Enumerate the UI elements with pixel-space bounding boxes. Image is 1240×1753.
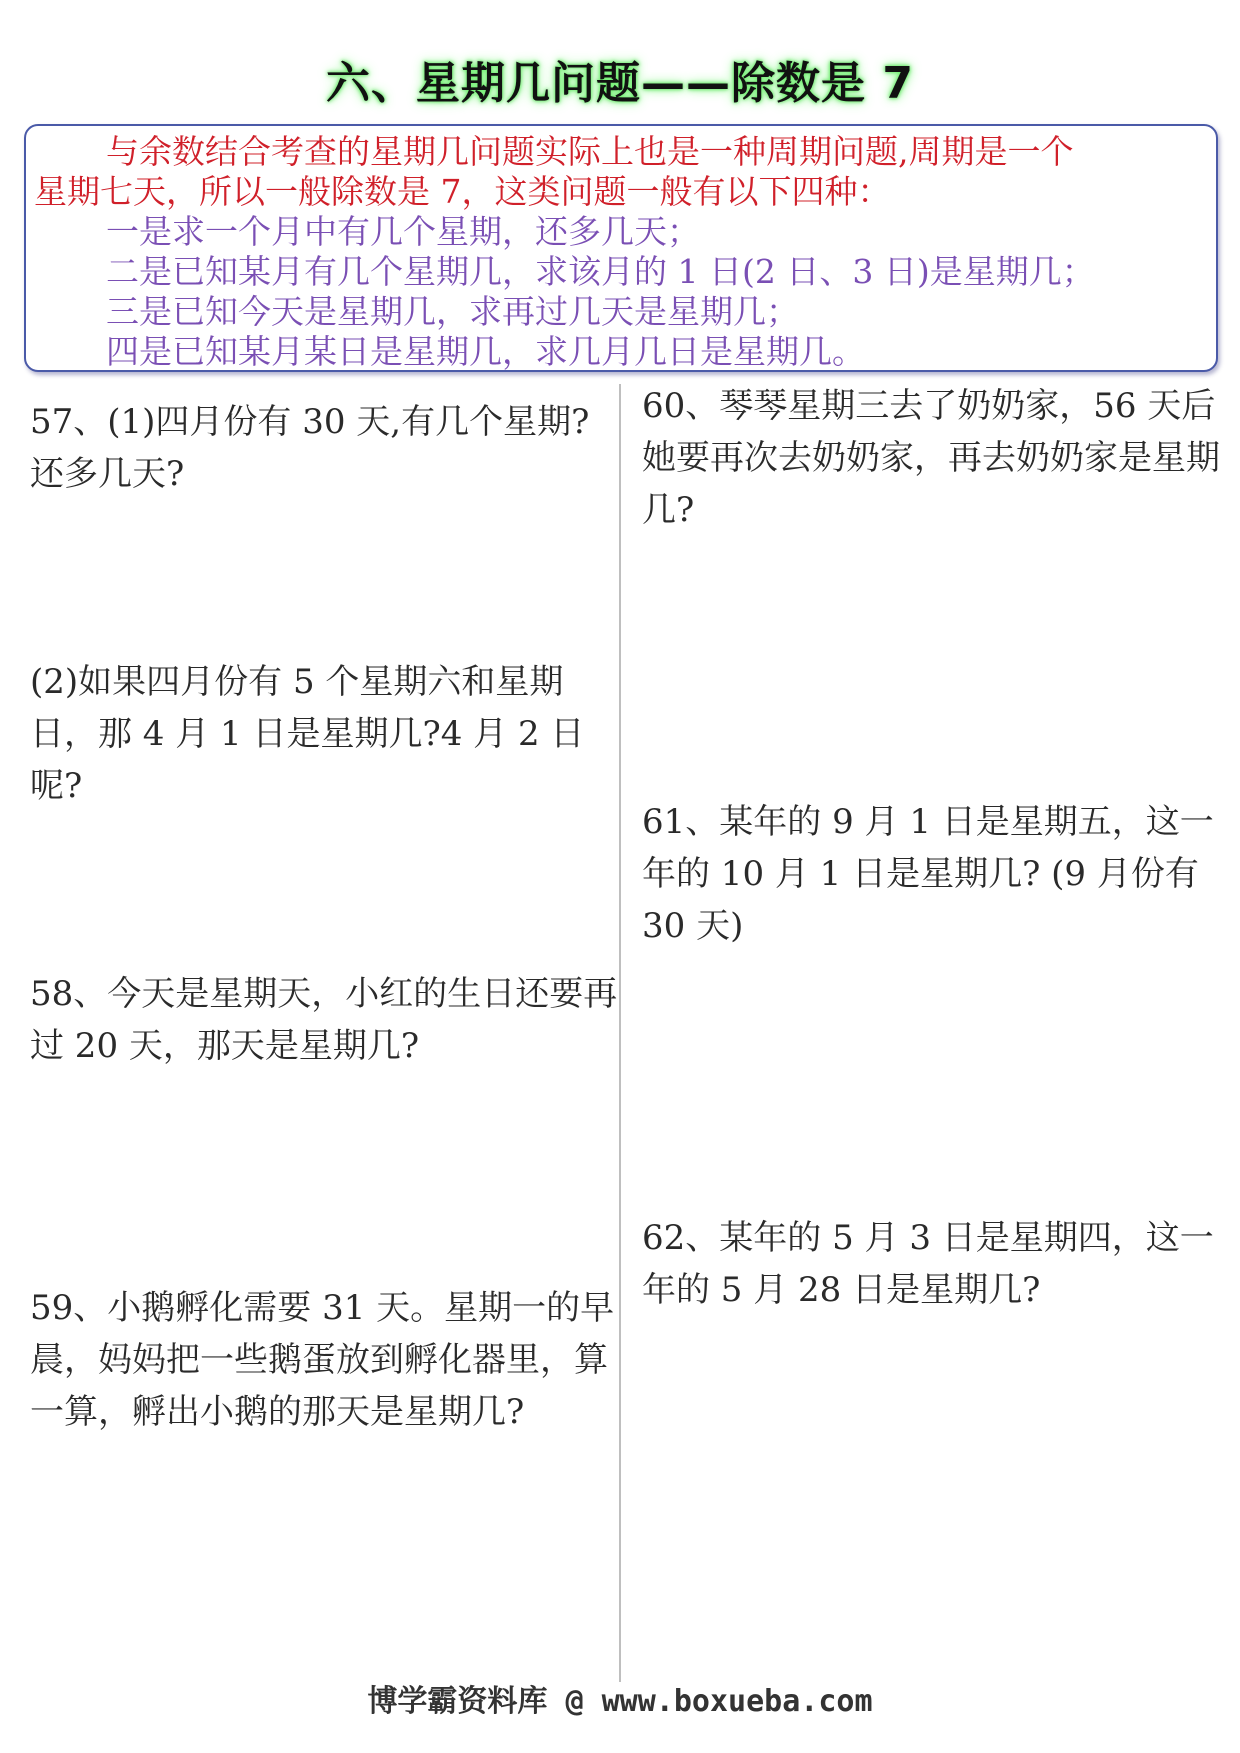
intro-box [24, 124, 1218, 372]
question-62: 62、某年的 5 月 3 日是星期四，这一年的 5 月 28 日是星期几? [642, 1218, 1214, 1310]
intro-text-line-2: 星期七天，所以一般除数是 7，这类问题一般有以下四种： [34, 172, 891, 211]
question-57-part-1: 57、(1)四月份有 30 天,有几个星期?还多几天? [30, 402, 590, 494]
page-title: 六、星期几问题——除数是 7 [326, 58, 914, 109]
intro-text-line-1: 与余数结合考查的星期几问题实际上也是一种周期问题,周期是一个 [106, 132, 1074, 171]
footer-url: @ www.boxueba.com [565, 1684, 873, 1719]
intro-type-4: 四是已知某月某日是星期几，求几月几日是星期几。 [106, 332, 865, 371]
intro-type-1: 一是求一个月中有几个星期，还多几天； [106, 212, 700, 251]
question-61: 61、某年的 9 月 1 日是星期五，这一年的 10 月 1 日是星期几? (9 月份有 30 天) [642, 802, 1214, 946]
intro-type-3: 三是已知今天是星期几，求再过几天是星期几； [106, 292, 799, 331]
intro-type-2: 二是已知某月有几个星期几，求该月的 1 日(2 日、3 日)是星期几； [106, 252, 1095, 291]
footer-watermark [0, 1680, 1240, 1724]
question-60: 60、琴琴星期三去了奶奶家，56 天后她要再次去奶奶家，再去奶奶家是星期几? [642, 386, 1220, 530]
question-57-part-2: (2)如果四月份有 5 个星期六和星期日，那 4 月 1 日是星期几?4 月 2 日呢? [30, 662, 585, 806]
question-59: 59、小鹅孵化需要 31 天。星期一的早晨，妈妈把一些鹅蛋放到孵化器里，算一算，孵出小鹅的那天是星期几? [30, 1288, 615, 1432]
footer-site-name: 博学霸资料库 [367, 1684, 548, 1719]
question-58: 58、今天是星期天，小红的生日还要再过 20 天，那天是星期几? [30, 974, 618, 1066]
